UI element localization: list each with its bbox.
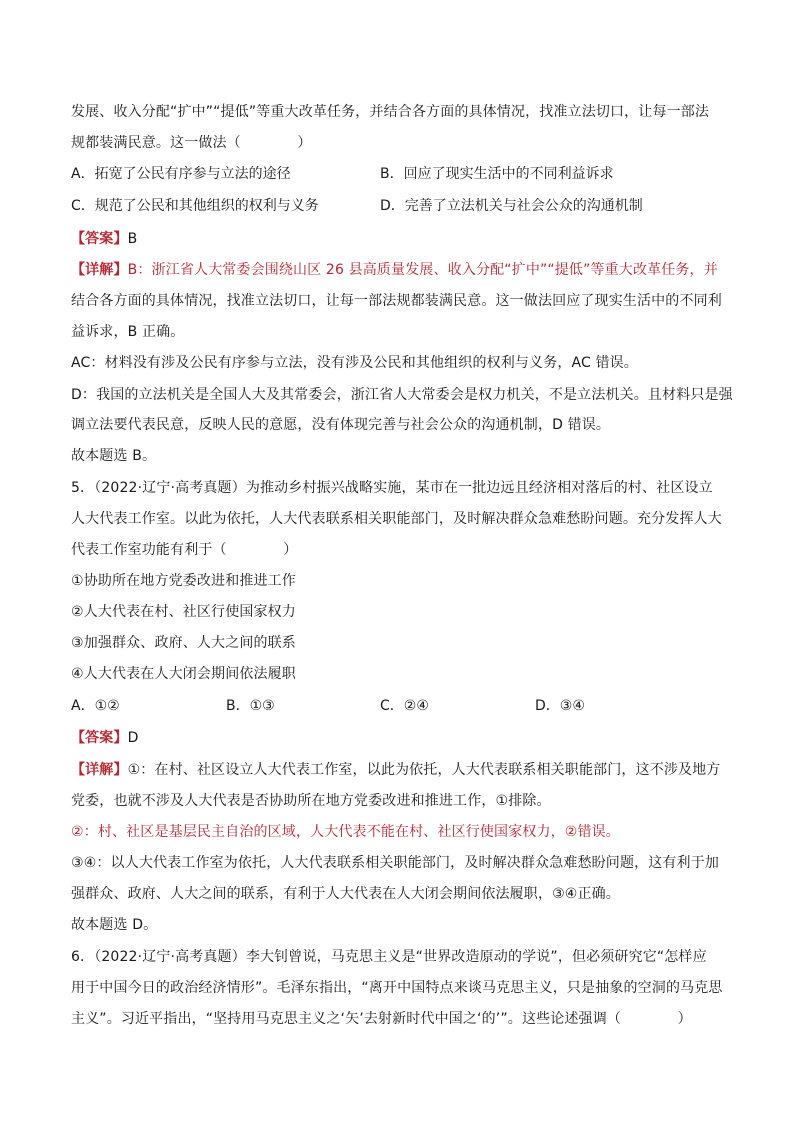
q5-stem-line-3: 代表工作室功能有利于（ ） (71, 542, 298, 558)
q5-conclusion: 故本题选 D。 (71, 917, 158, 933)
q4-stem-line-2: 规都装满民意。这一做法（ ） (71, 135, 312, 151)
q5-detail-line-1 (71, 760, 720, 780)
q6-stem-line-2: 用于中国今日的政治经济情形”。毛泽东指出，“离开中国特点来谈马克思主义，只是抽象的空洞的马克思 (71, 980, 723, 996)
q4-conclusion: 故本题选 B。 (71, 448, 157, 464)
q6-source: （2022·辽宁·高考真题） (94, 949, 246, 965)
q5-option-c: C．②④ (380, 698, 429, 714)
q4-option-c: C．规范了公民和其他组织的权利与义务 (71, 198, 319, 214)
q5-stem-line-2: 人大代表工作室。以此为依托，人大代表联系相关职能部门，及时解决群众急难愁盼问题。充分发挥人大 (71, 511, 722, 527)
q4-option-a: A．拓宽了公民有序参与立法的途径 (71, 166, 291, 182)
q5-option-d: D．③④ (535, 698, 585, 714)
q5-item-4: ④人大代表在人大闭会期间依法履职 (71, 666, 296, 682)
q4-detail-line-1 (71, 260, 718, 280)
q4-answer-label: 【答案】 (71, 231, 128, 247)
q4-detail-line-2: 结合各方面的具体情况，找准立法切口，让每一部法规都装满民意。这一做法回应了现实生活中的不同利 (71, 293, 722, 309)
q5-source: （2022·辽宁·高考真题） (94, 480, 246, 496)
q5-stem-text-1: 为推动乡村振兴战略实施，某市在一批边远且经济相对落后的村、社区设立 (245, 480, 713, 496)
q5-detail-line-34-1: ③④：以人大代表工作室为依托，人大代表联系相关职能部门，及时解决群众急难愁盼问题，这有利于加 (71, 855, 719, 871)
q4-d-line-1: D：我国的立法机关是全国人大及其常委会，浙江省人大常委会是权力机关，不是立法机关。且材料只是强 (71, 387, 733, 403)
q4-d-line-2: 调立法要代表民意，反映人民的意愿，没有体现完善与社会公众的沟通机制，D 错误。 (71, 417, 611, 433)
q4-answer (71, 229, 137, 249)
q5-detail-label: 【详解】 (71, 762, 128, 778)
q5-option-a: A．①② (71, 698, 120, 714)
q4-detail-line-3: 益诉求，B 正确。 (71, 324, 185, 340)
q4-ac-line: AC：材料没有涉及公民有序参与立法，没有涉及公民和其他组织的权利与义务，AC 错误。 (71, 355, 638, 371)
q6-stem-text-1: 李大钊曾说，马克思主义是“世界改造原动的学说”，但必须研究它“怎样应 (245, 949, 707, 965)
q4-answer-value: B (127, 231, 138, 247)
q5-stem-line-1 (71, 478, 713, 498)
q5-answer-label: 【答案】 (71, 730, 128, 746)
q5-item-3: ③加强群众、政府、人大之间的联系 (71, 635, 296, 651)
q4-option-b: B．回应了现实生活中的不同利益诉求 (380, 166, 614, 182)
q6-number: 6． (71, 949, 95, 965)
q5-detail-text-1: ①：在村、社区设立人大代表工作室，以此为依托，人大代表联系相关职能部门，这不涉及地方 (127, 762, 721, 778)
q4-option-d: D．完善了立法机关与社会公众的沟通机制 (380, 198, 643, 214)
q5-detail-red-line: ②：村、社区是基层民主自治的区域，人大代表不能在村、社区行使国家权力，②错误。 (71, 824, 620, 840)
q5-answer-value: D (127, 730, 139, 746)
q4-detail-label: 【详解】 (71, 262, 128, 278)
q5-detail-line-2: 党委，也就不涉及人大代表是否协助所在地方党委改进和推进工作，①排除。 (71, 793, 551, 809)
q5-item-2: ②人大代表在村、社区行使国家权力 (71, 604, 296, 620)
q4-detail-text-1: B：浙江省人大常委会围绕山区 26 县高质量发展、收入分配“扩中”“提低”等重大改革任务，并 (127, 262, 718, 278)
q5-answer (71, 728, 139, 748)
q4-stem-line-1: 发展、收入分配“扩中”“提低”等重大改革任务，并结合各方面的具体情况，找准立法切口，让每一部法 (71, 104, 710, 120)
q5-option-b: B．①③ (226, 698, 275, 714)
q5-number: 5． (71, 480, 95, 496)
q5-item-1: ①协助所在地方党委改进和推进工作 (71, 573, 296, 589)
q6-stem-line-1 (71, 947, 707, 967)
q6-stem-line-3: 主义”。习近平指出，“坚持用马克思主义之‘矢’去射新时代中国之‘的’”。这些论述强调（ ） (71, 1011, 692, 1027)
q5-detail-line-34-2: 强群众、政府、人大之间的联系，有利于人大代表在人大闭会期间依法履职，③④正确。 (71, 886, 620, 902)
